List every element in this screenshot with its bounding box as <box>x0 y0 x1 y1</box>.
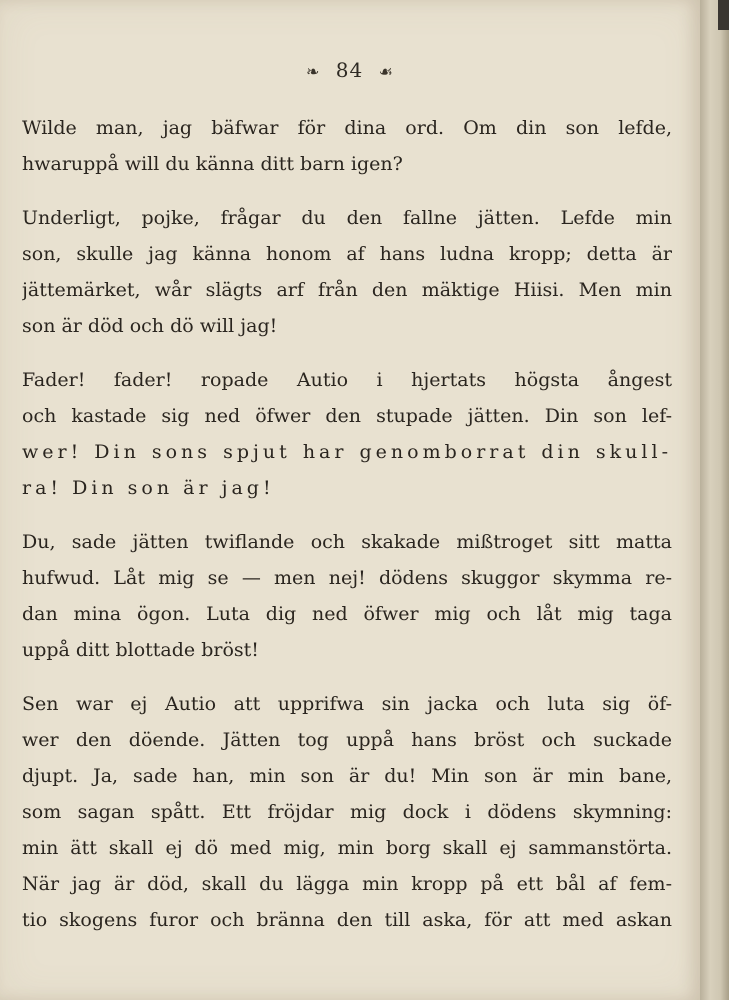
text-line: djupt. Ja, sade han, min son är du! Min son är min bane, <box>22 765 672 787</box>
text-line: När jag är död, skall du lägga min kropp på ett bål af fem- <box>22 873 672 895</box>
text-line: dan mina ögon. Luta dig ned öfwer mig och låt mig taga <box>22 603 672 625</box>
ornament-right-icon: ☙ <box>378 62 394 81</box>
text-line: Du, sade jätten twiflande och skakade mißtroget sitt matta <box>22 531 672 553</box>
text-line: wer den döende. Jätten tog uppå hans bröst och suckade <box>22 729 672 751</box>
text-line: Wilde man, jag bäfwar för dina ord. Om din son lefde, <box>22 117 672 139</box>
body-text <box>22 110 672 956</box>
ornament-left-icon: ❧ <box>306 62 321 81</box>
text-line: som sagan spått. Ett fröjdar mig dock i dödens skymning: <box>22 801 672 823</box>
text-line: wer! Din sons spjut har genomborrat din skull- <box>22 441 672 463</box>
page-edge <box>700 0 729 1000</box>
text-line: jättemärket, wår slägts arf från den mäktige Hiisi. Men min <box>22 279 672 301</box>
text-line: Underligt, pojke, frågar du den fallne jätten. Lefde min <box>22 207 672 229</box>
text-line: uppå ditt blottade bröst! <box>22 639 259 661</box>
text-line: min ätt skall ej dö med mig, min borg skall ej sammanstörta. <box>22 837 672 859</box>
page-header <box>0 58 700 82</box>
text-line: ra! Din son är jag! <box>22 477 275 499</box>
paragraph <box>22 524 672 668</box>
text-line: hufwud. Låt mig se — men nej! dödens skuggor skymma re- <box>22 567 672 589</box>
paragraph <box>22 200 672 344</box>
text-line: och kastade sig ned öfwer den stupade jätten. Din son lef- <box>22 405 672 427</box>
text-line: Fader! fader! ropade Autio i hjertats högsta ångest <box>22 369 672 391</box>
paragraph <box>22 362 672 506</box>
text-line: hwaruppå will du känna ditt barn igen? <box>22 153 403 175</box>
text-line: Sen war ej Autio att upprifwa sin jacka och luta sig öf- <box>22 693 672 715</box>
paragraph <box>22 110 672 182</box>
paragraph <box>22 686 672 938</box>
text-line: son är död och dö will jag! <box>22 315 278 337</box>
page-number: 84 <box>335 58 364 82</box>
page-edge-mark <box>718 0 729 30</box>
text-line: tio skogens furor och bränna den till aska, för att med askan <box>22 909 672 931</box>
text-line: son, skulle jag känna honom af hans ludna kropp; detta är <box>22 243 672 265</box>
